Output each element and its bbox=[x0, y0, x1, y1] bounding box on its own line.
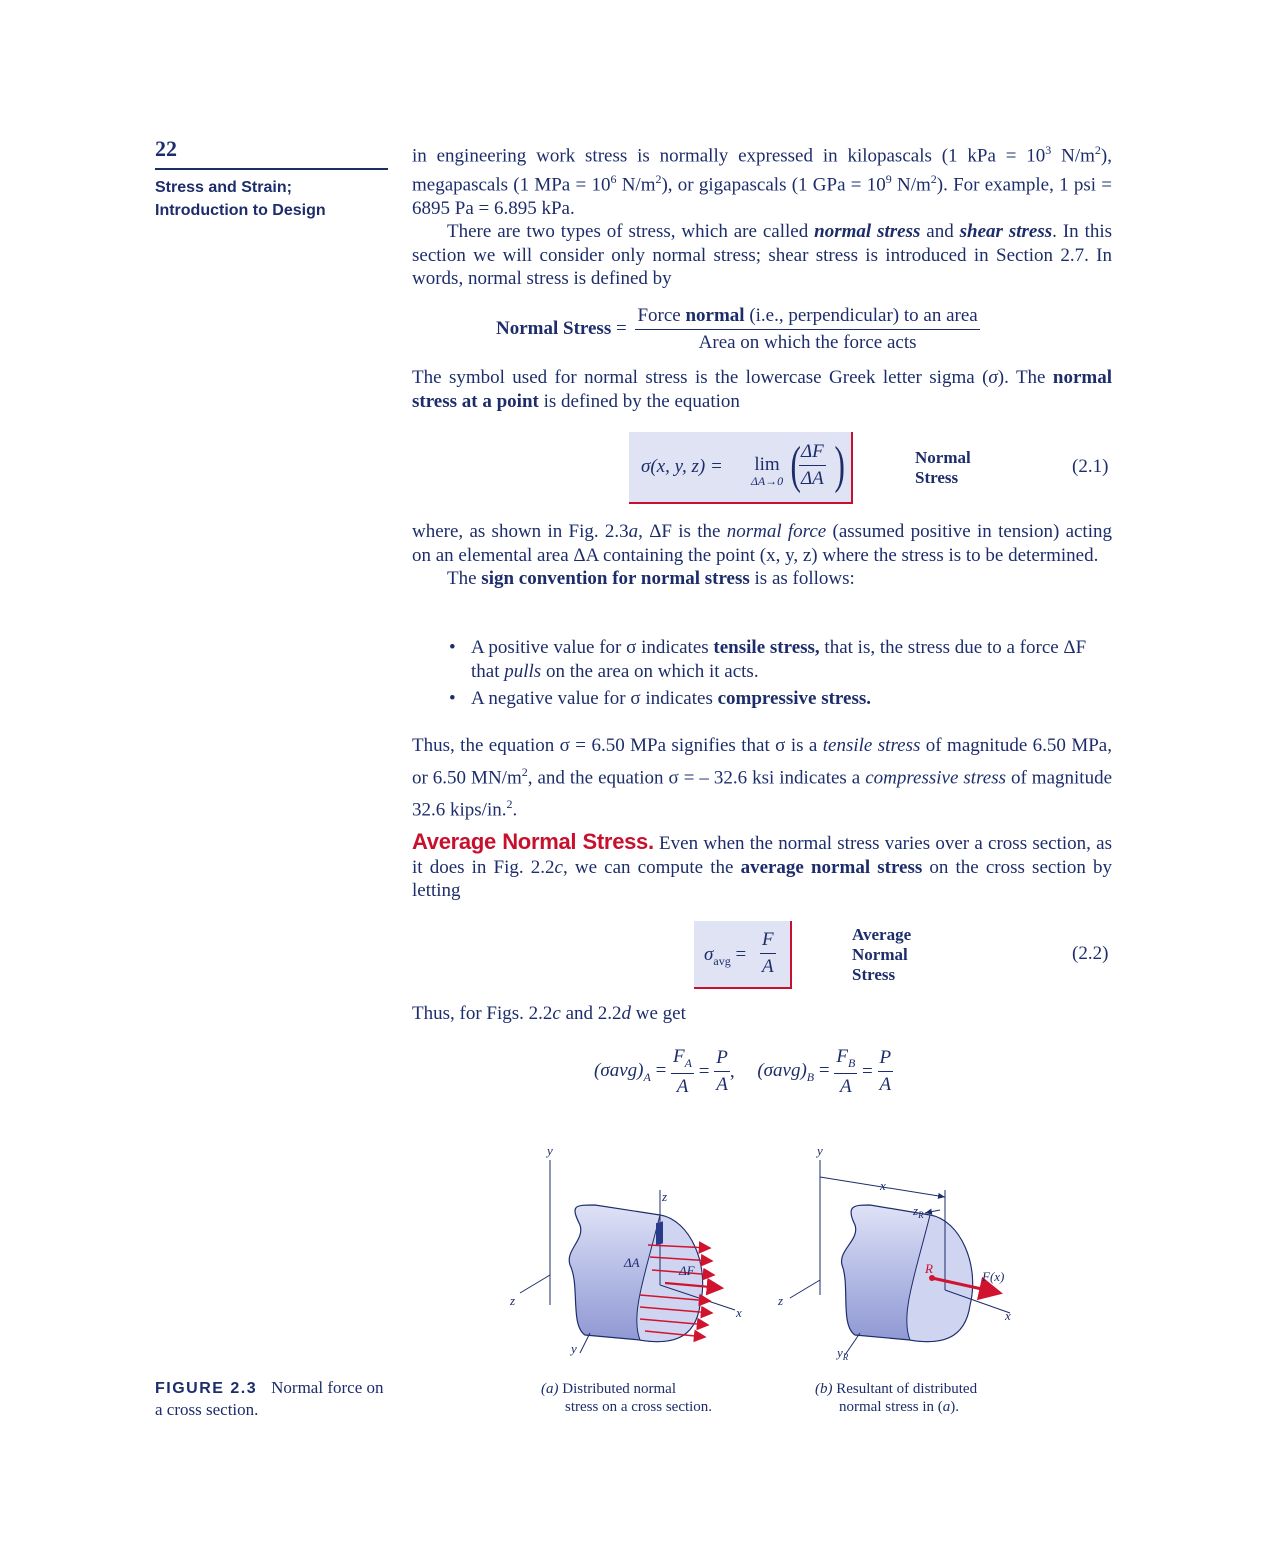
svg-text:x: x bbox=[880, 1178, 886, 1193]
svg-text:z: z bbox=[510, 1293, 516, 1308]
intro-paragraph-1: in engineering work stress is normally expressed in kilopascals (1 kPa = $10^3$ $N/m^2$), megapascals (1 MPa = $10^6$ $N/m^2$), or gigapascals (1 GPa = $10^9$ $N/m^2$). For example, 1 psi = 6895 Pa = 6.895 kPa. bbox=[412, 143, 1113, 219]
svg-text:ΔF: ΔF bbox=[679, 1263, 695, 1278]
equation-2-2-box: $\sigma_{avg}$ = $\frac{F}{A}$ bbox=[694, 921, 792, 989]
intro-paragraph-2: There are two types of stress, which are called normal stress and shear stress. In this section we will consider only normal stress; shear stress is introduced in Section 2.7. In words, normal stress is defined by bbox=[412, 221, 1113, 290]
chapter-title-line1: Stress and Strain; bbox=[155, 179, 292, 196]
equation-2-1-number: (2.1) bbox=[1072, 456, 1109, 477]
svg-text:zR: $z_R$ bbox=[913, 1203, 924, 1220]
average-stress-equations: $(\sigma avg)_A$ = $\frac{F_A}{A}$ = $\frac{P}{A}$ , $(\sigma avg)_B$ = $\frac{F_B}{A}$ = $\frac{P}{A}$ bbox=[594, 1046, 892, 1097]
equation-2-2-number: (2.2) bbox=[1072, 943, 1109, 964]
svg-text:y: y bbox=[571, 1341, 577, 1356]
svg-text:z: z bbox=[778, 1293, 784, 1308]
section-heading: Average Normal Stress. bbox=[412, 829, 654, 854]
word-eq-lhs: Normal Stress bbox=[496, 317, 612, 339]
svg-text:yR: $y_R$ bbox=[837, 1345, 849, 1362]
where-paragraph: where, as shown in Fig. 2.3a, ΔF is the normal force (assumed positive in tension) acting on an elemental area ΔA containing the point (x, y, z) where the stress is to be determined. The sign convention for normal stress is as follows: bbox=[412, 521, 1112, 589]
figure-a bbox=[509, 1143, 742, 1356]
svg-text:y: y bbox=[817, 1143, 823, 1158]
sidebar-rule bbox=[155, 168, 388, 170]
equation-2-2-label: Average Normal Stress bbox=[852, 925, 912, 984]
average-section: Average Normal Stress. Even when the normal stress varies over a cross section, as it does in Fig. 2.2c, we can compute the average normal stress on the cross section by letting bbox=[412, 829, 1113, 901]
svg-text:x: x bbox=[1005, 1308, 1011, 1323]
chapter-title-line2: Introduction to Design bbox=[155, 202, 326, 219]
thus-figs-paragraph: Thus, for Figs. 2.2c and 2.2d we get bbox=[412, 1003, 686, 1024]
svg-text:x: x bbox=[736, 1305, 742, 1320]
sigma-paragraph: The symbol used for normal stress is the lowercase Greek letter sigma (σ). The normal stress at a point is defined by the equation bbox=[412, 367, 1112, 412]
svg-text:z: z bbox=[662, 1189, 668, 1204]
figure-b bbox=[777, 1143, 1011, 1362]
figure-a-caption: (a) Distributed normal stress on a cross section. bbox=[541, 1381, 713, 1415]
svg-text:ΔA: ΔA bbox=[624, 1255, 640, 1270]
figure-2-3-illustration bbox=[500, 1135, 1060, 1375]
page-number: 22 bbox=[155, 136, 177, 161]
svg-text:y: y bbox=[547, 1143, 553, 1158]
thus-paragraph: Thus, the equation σ = 6.50 MPa signifies that σ is a tensile stress of magnitude 6.50 MPa, or 6.50 $MN/m^2$, and the equation σ = – 32.6 ksi indicates a compressive stress of magnitude 32.6 kips/in.$^2$. bbox=[412, 735, 1112, 821]
word-equation: Normal Stress = $\frac{\text{Force normal (i.e., perpendicular) to an area}}{\text{Area on which the force acts}}$ bbox=[496, 305, 978, 353]
figure-caption: FIGURE 2.3 Normal force on a cross section. bbox=[155, 1378, 384, 1419]
list-item: • A positive value for σ indicates tensile stress, that is, the stress due to a force ΔF that pulls on the area on which it acts. bbox=[412, 636, 1112, 683]
chapter-title bbox=[155, 176, 385, 222]
equation-2-1-box: σ(x, y, z) = lim ΔA→0 ( $\frac{\Delta F}{\Delta A}$ ) bbox=[629, 432, 853, 504]
intro-text bbox=[412, 139, 1112, 291]
equation-2-1-label: Normal Stress bbox=[915, 448, 971, 487]
figure-b-caption: (b) Resultant of distributed normal stress in (a). bbox=[815, 1381, 978, 1415]
svg-text:R: R bbox=[925, 1261, 933, 1276]
list-item: • A negative value for σ indicates compressive stress. bbox=[412, 687, 1112, 711]
svg-text:F(x): F(x) bbox=[982, 1269, 1005, 1284]
sign-convention-list bbox=[412, 636, 1112, 711]
figure-label: FIGURE 2.3 bbox=[155, 1380, 258, 1397]
